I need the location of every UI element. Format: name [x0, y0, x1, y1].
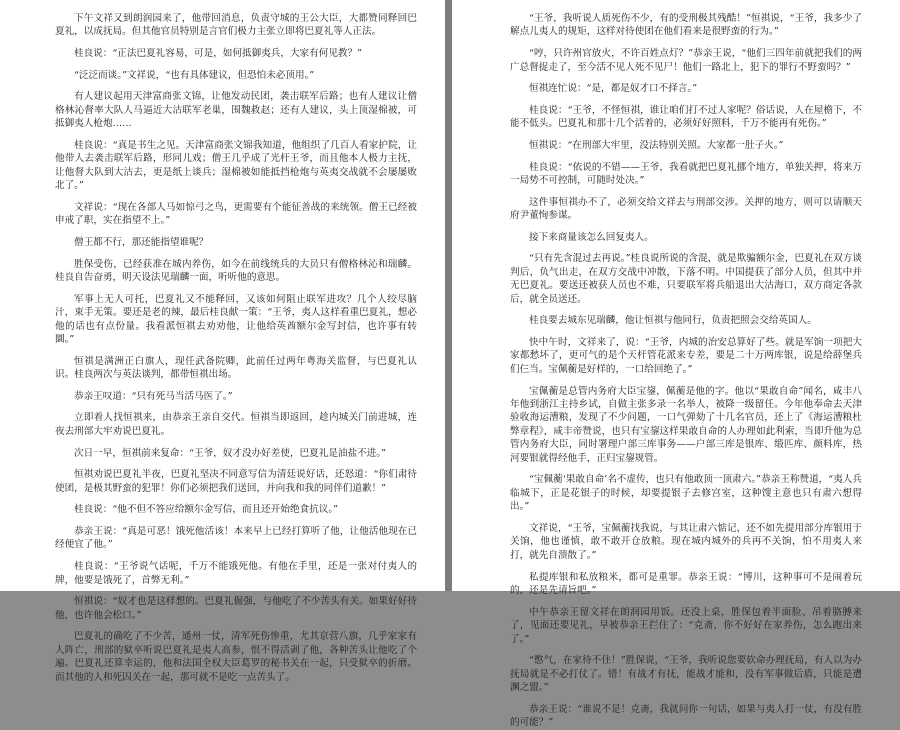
paragraph: 宝佩蘅是总管内务府大臣宝鋆，佩蘅是他的字。他以“果敢自命”闻名，咸丰八年他到浙江主持乡试，自做主张多录一名举人，被降一级留任。今年他奉命去天津验收海运漕粮，发现了不少问题，一口气弹劾了十几名官员，还上了《海运漕粮杜弊章程》，咸丰帝赞说，也只有宝鋆这样果敢自命的人办理如此利索，当即升他为总管内务府大臣，同时署理户部三库事务——户部三库是银库、缎匹库、颜料库，热河要银就得经他手，正归宝鋆规管。 — [510, 385, 862, 464]
paragraph: 桂良说：“真是书生之见。天津富商张文锦我知道，他组织了几百人看家护院，让他带人去袭击联军后路，形同儿戏；僧王几乎成了光杆王爷，而且他本人极力主抚，让他督大队到大沽去，更是纸上谈兵；湿棉被如能抵挡枪炮与英夷交战就不会屡屡败北了。” — [55, 139, 417, 192]
paragraph: “王爷，我听说人质死伤不少，有的受刑极其残酷！”恒祺说，“王爷，我多少了解点儿夷人的规矩，这样对待使团在他们看来是很野蛮的行为。” — [510, 13, 862, 38]
paragraph: 次日一早，恒祺前来复命：“王爷，奴才没办好差使，巴夏礼是油盐不进。” — [74, 447, 387, 459]
paragraph: 桂良说：“正法巴夏礼容易，可是，如何抵御夷兵，大家有何见教？” — [74, 48, 363, 60]
paragraph: 这件事恒祺办不了，必须交给文祥去与刑部交涉。关押的地方，则可以请顺天府尹董恂参谋。 — [510, 196, 862, 222]
paragraph: “只有先含混过去再说。”桂良说所说的含混，就是欺骗额尔金，巴夏礼在双方谈判后，负气出走，在双方交战中冲散，下落不明。中国提获了部分人员，但其中并无巴夏礼。要送还被获人员也不难，只要联军将兵船退出大沽海口，双方商定各款后，就全员送还。 — [510, 253, 862, 305]
page-gutter — [445, 0, 452, 591]
paragraph: “宝佩蘅‘果敢自命’名不虚传，也只有他敢顶一顶肃六。”恭亲王称赞道，“夷人兵临城下，正是花银子的时候，却要提银子去修宫室，这种馊主意也只有肃六想得出。” — [510, 474, 862, 513]
paragraph: 文祥说：“现在各部人马如惊弓之鸟，更需要有个能征善战的来统领。僧王已经被申戒了职，实在指望不上。” — [55, 201, 417, 227]
paragraph: “憋气，在家待不住！”胜保说，“王爷，我听说您要软命办理抚局，有人以为办抚局就是不必打仗了。错！有战才有抚，能战才能和，没有军事做后盾，只能是遭渊之盟。” — [510, 655, 862, 694]
paragraph: 快中午时，文祥来了，说：“王爷，内城的治安总算好了些。就是军饷一项把大家都愁坏了，更可气的是个天杆管花派来专差，要是二十万两库银，说是给薛堡兵们仨当。宝佩蘅是好样的，一口给回绝了。” — [510, 337, 862, 375]
paragraph: 中午恭亲王留文祥在朗润园用饭。还没上桌，胜保包着半面脸、吊着胳膊来了，见面还要见礼，早被恭亲王拦住了：“克斋，你不好好在家养伤，怎么跑出来了。” — [510, 606, 862, 645]
paragraph: 桂良要去城东见瑞麟，他让恒祺与他同行，负责把照会交给英国人。 — [529, 315, 817, 327]
paragraph: 桂良说：“王爷，不怪恒祺，谁让咱们打不过人家呢？俗话说，人在屋檐下，不能不低头。巴夏礼和那十几个活着的，必须好好照料，千万不能再有死伤。” — [510, 104, 862, 130]
paragraph: 恒祺说：“在刑部大牢里，没法特别关照。大家都一肚子火。” — [529, 139, 784, 151]
paragraph: 军事上无人可托，巴夏礼又不能释回，又该如何阻止联军进攻？几个人绞尽脑汁，束手无策。要还是老的辣，最后桂良献一策：“王爷，夷人这样看重巴夏礼，想必他的话也有点份量。我看派恒祺去劝劝他，让他给英酋额尔金写封信，也许事有转圜。” — [55, 293, 417, 346]
paragraph: “哼，只许州官放火，不许百姓点灯？”恭亲王说，“他们三四年前就把我们的两广总督捉走了，至今活不见人死不见尸！他们一路北上，犯下的罪行不野蛮吗？” — [510, 48, 862, 73]
paragraph: 恒祺是满洲正白旗人，现任武备院卿，此前任过两年粤海关监督，与巴夏礼认识。桂良两次与英法谈判，都带恒祺出场。 — [55, 355, 417, 381]
paragraph: 恒祺说：“奴才也是这样想的。巴夏礼倔强，与他吃了不少苦头有关。如果好好待他，也许他会松口。” — [55, 596, 417, 621]
paragraph: 文祥说，“王爷，宝佩蘅找我说，与其让肃六惦记，还不如先提用部分库银用于关饷，他也谨慎，敢不敢开仓放粮。现在城内城外的兵再不关饷，怕不用夷人来打，就先自溃散了。” — [510, 523, 862, 561]
paragraph: 恒祺劝说巴夏礼半夜，巴夏礼坚决不同意写信为清廷说好话，还怒道：“你们肃待使团，是极其野蛮的犯罪！你们必须把我们送回，并向我和我的同伴们道歉！” — [55, 469, 417, 494]
paragraph: 恒祺连忙说：“是，都是奴才口不择言。” — [529, 83, 698, 95]
paragraph: 恭亲王说：“真是可恶！饿死他活该！本来早上已经打算听了他，让他活他现在已经便宜了他。” — [55, 525, 417, 551]
paragraph: 桂良说：“依说的不错——王爷，我看就把巴夏礼挪个地方，单独关押，将来万一局势不可控制，可随时处决。” — [510, 161, 862, 187]
paragraph: 立即着人找恒祺来，由恭亲王亲自交代。恒祺当即返回，趁内城关门前进城，连夜去刑部大牢劝说巴夏礼。 — [55, 412, 417, 437]
paragraph: 恭亲王说：“谁说不是！克斋，我就问你一句话，如果与夷人打一仗，有没有胜的可能？” — [510, 703, 862, 729]
paragraph: 桂良说：“他不但不答应给额尔金写信，而且还开始绝食抗议。” — [74, 504, 339, 516]
paragraph: 胜保受伤，已经获准在城内养伤，如今在前线统兵的大员只有僧格林沁和瑞麟。桂良自告奋勇，明天设法见瑞麟一面，听听他的意思。 — [55, 258, 417, 284]
paragraph: 接下来商量该怎么回复夷人。 — [529, 231, 654, 243]
paragraph: 恭亲王叹道：“只有死马当活马医了。” — [74, 390, 233, 402]
document-page-right[interactable] — [452, 0, 900, 729]
paragraph: 桂良说：“王爷说气话呢，千万不能饿死他。有他在手里，还是一张对付夷人的牌，他要是饿死了，首弊无利。” — [55, 561, 417, 586]
paragraph: 下午文祥又到朗润园来了，他带回消息，负责守城的王公大臣，大都赞同释回巴夏礼，以成抚局。但其他官员特别是言官们极力主张立即将巴夏礼等人正法。 — [55, 13, 417, 38]
paragraph: 私提库银和私放粮米，都可是重罪。恭亲王说：“博川，这种事可不是闹着玩的，还是先请旨吧。” — [510, 571, 862, 597]
document-page-left[interactable] — [0, 0, 445, 683]
paragraph: “泛泛而谈。”文祥说，“也有具体建议，但恐怕未必顶用。” — [74, 69, 315, 81]
paragraph: 巴夏礼的确吃了不少苦，通州一仗，清军死伤惨重，尤其京营八旗，几乎家家有人阵亡，刑部的狱卒听说巴夏礼是夷人高参，恨不得活剥了他，各种苦头让他吃了个遍。巴夏礼还算幸运的，他和法国全权大臣葛罗的秘书关在一起，只受狱卒的折磨。而其他的人和死囚关在一起，那可就不是吃一点苦头了。 — [55, 631, 417, 683]
paragraph: 僧王都不行，那还能指望谁呢？ — [74, 237, 209, 249]
paragraph: 有人建议起用天津富商张文锦，让他发动民团，袭击联军后路；也有人建议让僧格林沁督率大队人马逼近大沽联军老巢，围魏救赵；还有人建议，头上顶湿棉被，可抵御夷人枪炮…… — [55, 91, 417, 130]
